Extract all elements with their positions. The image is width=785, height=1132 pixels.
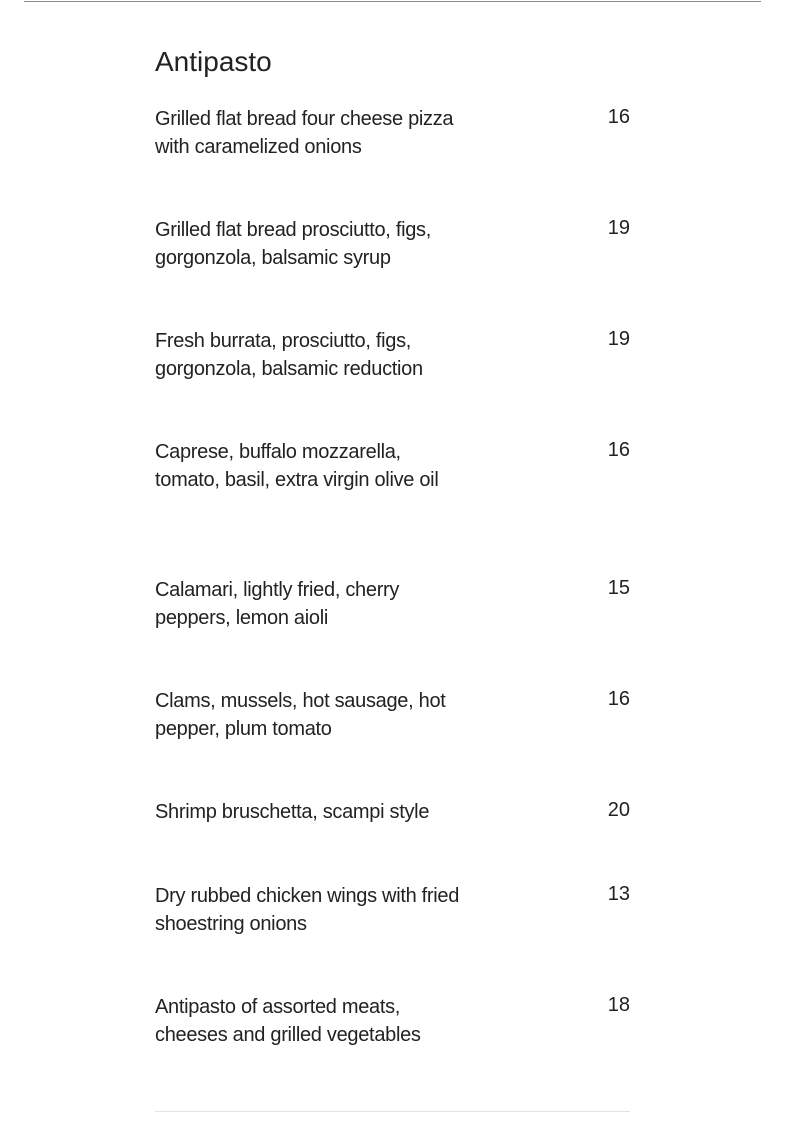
bottom-divider [155, 1111, 630, 1112]
menu-item-price: 16 [607, 439, 630, 461]
top-divider [24, 1, 761, 2]
menu-item [155, 994, 630, 1054]
menu-item-price: 16 [607, 688, 630, 710]
menu-item-name: Dry rubbed chicken wings with fried shoestring onions [155, 885, 460, 935]
menu-item [155, 439, 630, 577]
menu-item-price: 18 [607, 994, 630, 1016]
menu-item-name: Clams, mussels, hot sausage, hot pepper, plum tomato [155, 690, 446, 740]
menu-item [155, 217, 630, 328]
menu-item [155, 883, 630, 994]
menu-item [155, 799, 630, 883]
menu-item-price: 19 [607, 217, 630, 239]
section-title: Antipasto [155, 46, 272, 77]
menu-item-price: 15 [607, 577, 630, 599]
menu-item-name: Grilled flat bread four cheese pizza with caramelized onions [155, 108, 454, 158]
menu-item-price: 20 [607, 799, 630, 821]
menu-item-name: Caprese, buffalo mozzarella, tomato, basil, extra virgin olive oil [155, 441, 439, 491]
menu-item-name: Fresh burrata, prosciutto, figs, gorgonzola, balsamic reduction [155, 330, 423, 380]
menu-item [155, 328, 630, 439]
menu-item [155, 688, 630, 799]
menu-item-name: Shrimp bruschetta, scampi style [155, 801, 430, 823]
menu-item-name: Calamari, lightly fried, cherry peppers, lemon aioli [155, 579, 400, 629]
menu-item-name: Antipasto of assorted meats, cheeses and grilled vegetables [155, 996, 421, 1046]
menu-item-price: 13 [607, 883, 630, 905]
menu-section [155, 44, 630, 1054]
menu-item-name: Grilled flat bread prosciutto, figs, gorgonzola, balsamic syrup [155, 219, 431, 269]
menu-item-price: 16 [607, 106, 630, 128]
menu-item-price: 19 [607, 328, 630, 350]
menu-item-list [155, 106, 630, 1054]
menu-item [155, 577, 630, 688]
menu-item [155, 106, 630, 217]
